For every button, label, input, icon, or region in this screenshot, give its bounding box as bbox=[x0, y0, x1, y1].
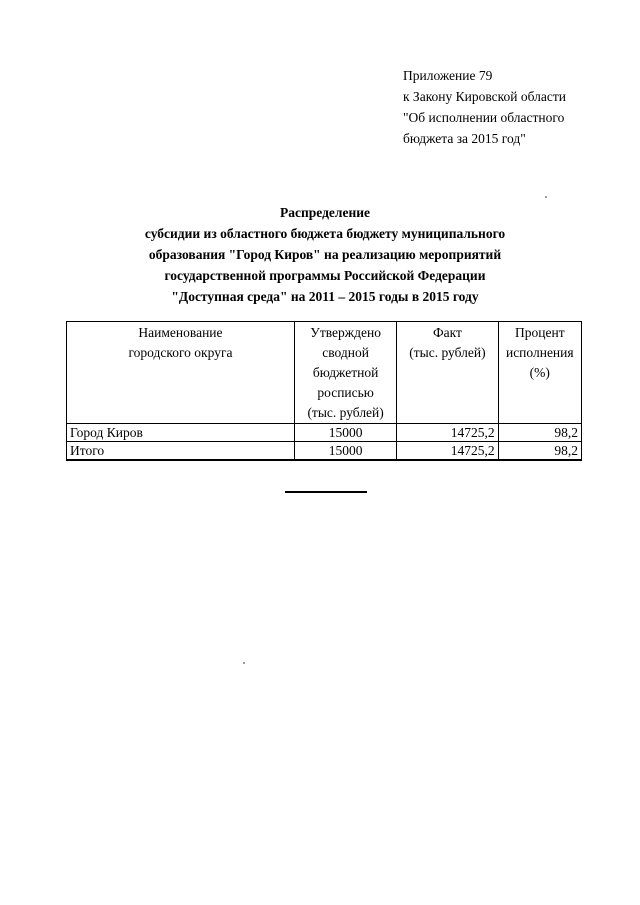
title-line-4: государственной программы Российской Федерации bbox=[164, 268, 486, 283]
appendix-law-title: "Об исполнении областного bbox=[403, 110, 565, 125]
title-line-3: образования "Город Киров" на реализацию мероприятий bbox=[148, 247, 502, 262]
scan-speck bbox=[545, 196, 547, 198]
appendix-number: Приложение 79 bbox=[403, 68, 493, 83]
title-line-5: "Доступная среда" на 2011 – 2015 годы в 2015 году bbox=[171, 289, 479, 304]
table-row bbox=[67, 424, 582, 442]
appendix-reference bbox=[403, 65, 593, 149]
cell-percent: 98,2 bbox=[498, 424, 581, 442]
header-percent: Процент исполнения (%) bbox=[498, 322, 581, 424]
appendix-law: к Закону Кировской области bbox=[403, 89, 567, 104]
cell-percent: 98,2 bbox=[498, 442, 581, 461]
cell-approved: 15000 bbox=[294, 442, 396, 461]
table-header-row bbox=[67, 322, 582, 424]
cell-approved: 15000 bbox=[294, 424, 396, 442]
subsidy-table bbox=[66, 321, 582, 461]
cell-name: Итого bbox=[67, 442, 295, 461]
cell-fact: 14725,2 bbox=[397, 442, 498, 461]
header-name: Наименование городского округа bbox=[67, 322, 295, 424]
header-approved: Утверждено сводной бюджетной росписью (тыс. рублей) bbox=[294, 322, 396, 424]
title-line-1: Распределение bbox=[279, 205, 371, 220]
header-fact: Факт (тыс. рублей) bbox=[397, 322, 498, 424]
appendix-law-title-cont: бюджета за 2015 год" bbox=[403, 131, 526, 146]
end-rule bbox=[285, 491, 367, 493]
title-line-2: субсидии из областного бюджета бюджету муниципального bbox=[144, 226, 506, 241]
cell-fact: 14725,2 bbox=[397, 424, 498, 442]
scan-speck bbox=[243, 662, 245, 664]
cell-name: Город Киров bbox=[67, 424, 295, 442]
document-title bbox=[60, 202, 590, 307]
table-row-total bbox=[67, 442, 582, 461]
